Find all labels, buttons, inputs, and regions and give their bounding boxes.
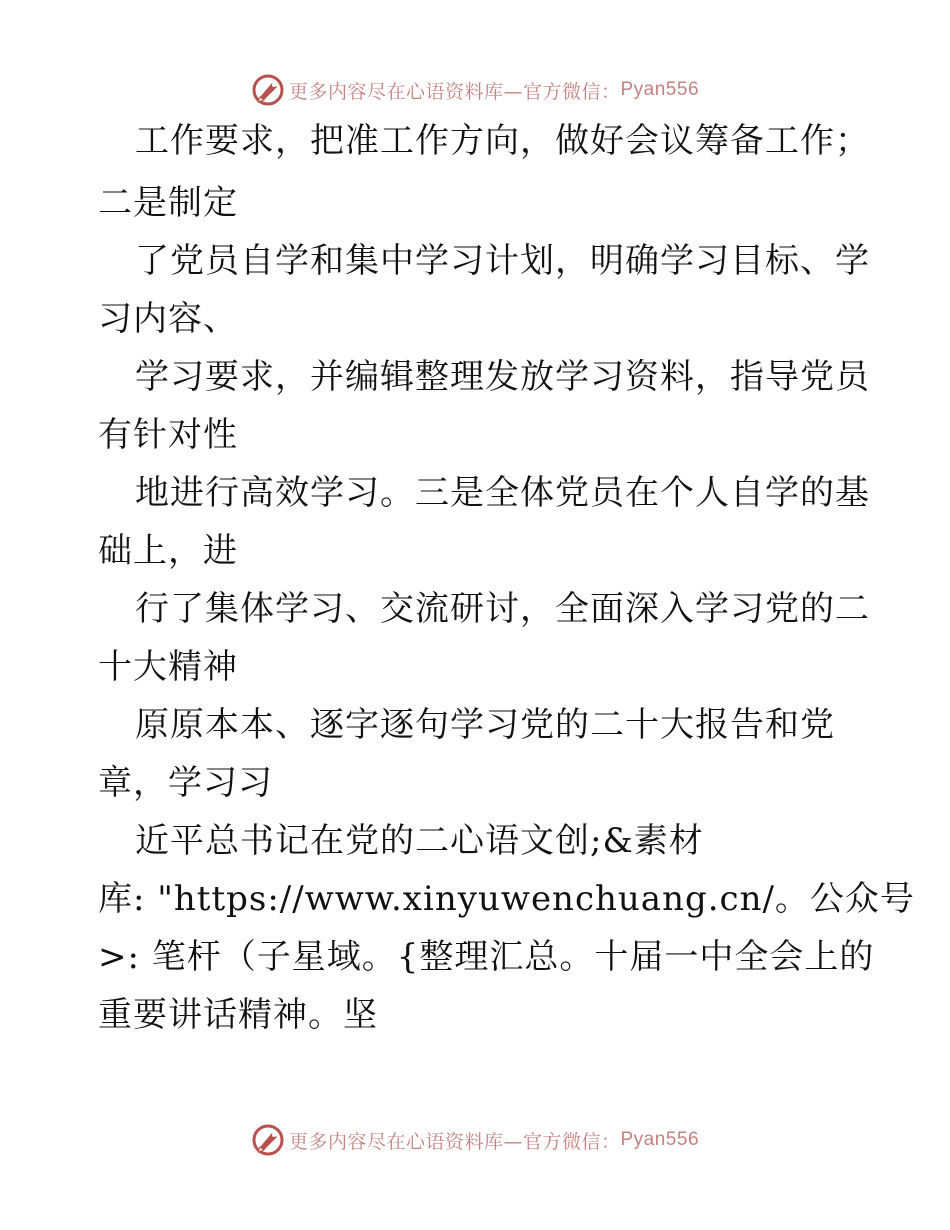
text-line: 行了集体学习、交流研讨，全面深入学习党的二 [135,589,870,629]
text-line: 学习要求，并编辑整理发放学习资料，指导党员 [135,357,870,397]
text-line: 近平总书记在党的二心语文创;&素材 [135,821,704,861]
text-line: 地进行高效学习。三是全体党员在个人自学的基 [135,473,870,513]
text-line: 十大精神 [98,647,238,687]
watermark-handle: Pyan556 [620,1129,700,1150]
watermark-text: 更多内容尽在心语资料库—官方微信： [288,1130,621,1153]
text-line: 原原本本、逐字逐句学习党的二十大报告和党 [135,705,835,745]
text-line: 习内容、 [98,299,238,339]
text-line: 础上，进 [98,531,238,571]
text-line: 有针对性 [98,415,238,455]
text-line: 了党员自学和集中学习计划，明确学习目标、学 [135,241,870,281]
pen-nib-logo-icon [251,73,285,107]
watermark-text: 更多内容尽在心语资料库—官方微信： [288,80,621,103]
text-line: 章，学习习 [98,763,273,803]
text-line: 库: "https://www.xinyuwenchuang.cn/。公众号 [98,879,915,919]
watermark-handle: Pyan556 [620,79,700,100]
text-line: >: 笔杆（子星域。{整理汇总。十届一中全会上的 [98,937,875,977]
document-body [98,121,915,1035]
text-line: 工作要求，把准工作方向，做好会议筹备工作； [135,121,870,161]
text-line: 二是制定 [98,183,238,223]
pen-nib-logo-icon [251,1123,285,1157]
footer-watermark [0,1120,950,1160]
header-watermark [0,70,950,110]
text-line: 重要讲话精神。坚 [98,995,378,1035]
